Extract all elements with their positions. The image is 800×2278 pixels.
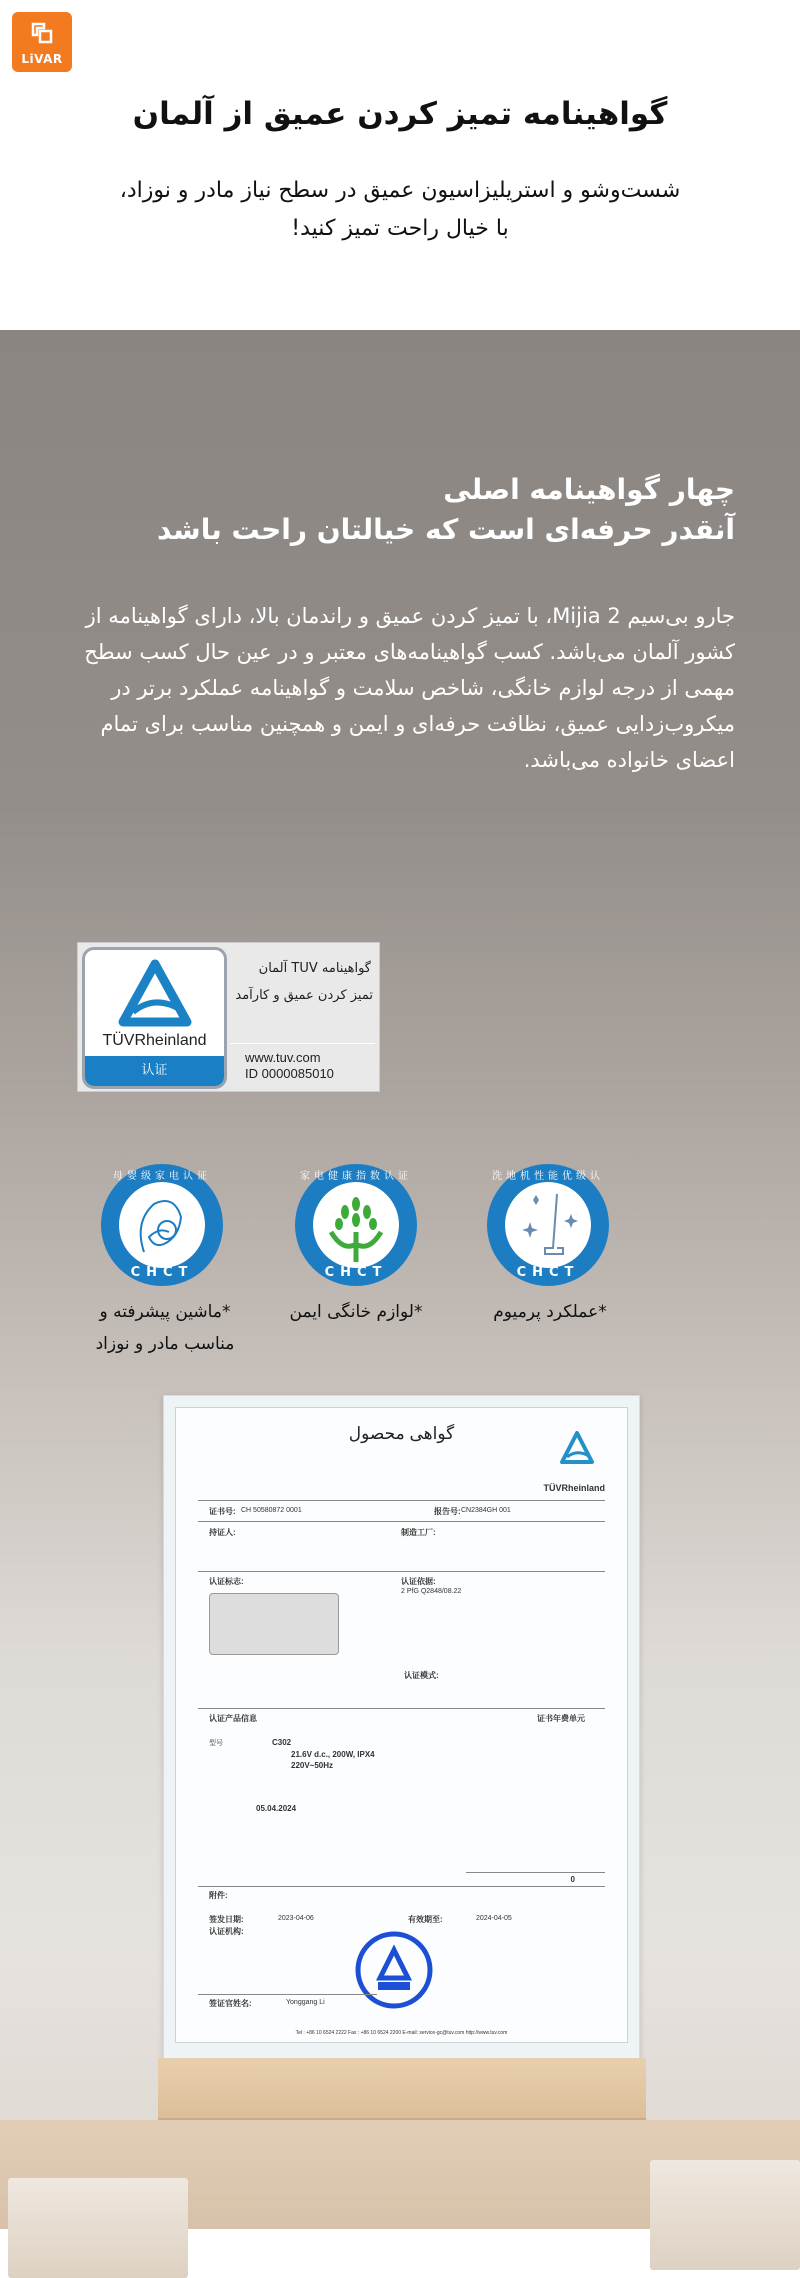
label: 认证模式: [404,1671,439,1680]
tuv-brand: TÜVRheinland [102,1032,207,1049]
heading-line: آنقدر حرفه‌ای است که خیالتان راحت باشد [156,513,735,546]
tuv-id: ID 0000085010 [245,1066,334,1081]
wood-block-right [650,2160,800,2270]
report-number: CN2384GH 001 [461,1507,511,1514]
subtitle-line: با خیال راحت تمیز کنید! [291,216,509,241]
spec: 220V~50Hz [291,1761,334,1770]
seal-floor-washer [487,1164,609,1286]
seal-mark: CHCT [516,1265,580,1280]
divider [198,1886,605,1887]
logo-mark-icon [30,21,54,45]
label: 制造工厂: [401,1528,436,1537]
tree-hands-icon [313,1182,399,1268]
tuv-certificate-badge [77,942,380,1092]
label: 证书年费单元 [537,1714,585,1723]
label: 签发日期: [209,1915,244,1924]
tuv-url: www.tuv.com [245,1050,321,1065]
divider [198,1994,377,1995]
wood-block-left [8,2178,188,2278]
valid-until: 05.04.2024 [256,1804,297,1813]
seal-label-health [266,1296,446,1328]
divider [230,1043,375,1044]
divider [198,1521,605,1522]
section-paragraph: جارو بی‌سیم Mijia 2، با تمیز کردن عمیق و راندمان بالا، دارای گواهینامه از کشور آلمان می‌باشد. کسب گواهینامه‌های معتبر و در عین حال کسب سطح مهمی از درجه لوازم خانگی، شاخص سلامت و گواهینامه عملکرد برتر در میکروب‌زدایی عمیق، نظافت حرفه‌ای و ایمن و همچنین مناسب برای تمام اعضای خانواده می‌باشد. [84,604,735,772]
heading-line: چهار گواهینامه اصلی [443,473,735,506]
floor-washer-icon [505,1182,591,1268]
contact-info: Tel : +86 10 6524 2222 Fax : +86 10 6524 2200 E-mail: service-gc@tuv.com http://www.tuv.com [295,2030,508,2036]
label: 型号 [209,1740,223,1747]
seal-label-mother-baby [70,1296,260,1360]
issue-date: 2023-04-06 [278,1915,314,1922]
mother-baby-icon [119,1182,205,1268]
expiry-date: 2024-04-05 [476,1915,512,1922]
label-line: *لوازم خانگی ایمن [289,1302,423,1322]
seal-mark: CHCT [324,1265,388,1280]
label-line: *ماشین پیشرفته و [99,1302,231,1322]
tuv-mark-thumbnail [209,1593,339,1655]
seal-cn-text: 洗地机性能优级认 [492,1171,604,1182]
tuv-triangle-icon [85,950,225,1040]
divider [198,1708,605,1709]
livar-logo[interactable] [12,12,72,72]
product-certificate [175,1407,628,2043]
certificate-title: گواهی محصول [348,1424,455,1443]
label: 认证标志: [209,1577,244,1586]
certificate-brand: TÜVRheinland [543,1483,605,1493]
seal-label-performance [460,1296,640,1328]
tuv-cn-label: 认证 [85,1056,224,1086]
label: 认证依据: [401,1577,436,1586]
page-title: گواهینامه تمیز کردن عمیق از آلمان [132,96,668,132]
logo-text: LiVAR [21,52,63,66]
label-line: مناسب مادر و نوزاد [95,1334,235,1354]
official-stamp-icon [354,1930,434,2010]
subtitle-line: شست‌وشو و استریلیزاسیون عمیق در سطح نیاز مادر و نوزاد، [119,178,681,203]
tuv-triangle-icon [557,1430,597,1466]
seal-mark: CHCT [130,1265,194,1280]
cert-number: CH 50580872 0001 [241,1507,302,1514]
label: 认证产品信息 [209,1714,257,1723]
tuv-info [245,1050,334,1082]
label: 签证官姓名: [209,1999,252,2008]
seal-cn-text: 家电健康指数认证 [300,1171,412,1182]
tuv-line1: گواهینامه TUV آلمان [258,961,371,976]
fee-value: 0 [570,1875,575,1884]
cert-basis: 2 PfG Q2848/08.22 [401,1588,462,1595]
model: C302 [272,1738,292,1747]
spec: 21.6V d.c., 200W, IPX4 [291,1750,375,1759]
label-line: *عملکرد پرمیوم [493,1302,607,1322]
page-subtitle [60,172,740,248]
divider [198,1500,605,1501]
seal-health-index [295,1164,417,1286]
label: 报告号: [434,1507,461,1516]
divider [466,1872,605,1873]
seal-cn-text: 母婴级家电认证 [113,1171,211,1182]
label: 证书号: [209,1507,236,1516]
divider [198,1571,605,1572]
signer-name: Yonggang Li [286,1999,325,2006]
label: 认证机构: [209,1927,244,1936]
tuv-line2: تمیز کردن عمیق و کارآمد [235,988,373,1003]
tuv-logo [82,947,227,1089]
label: 有效期至: [408,1915,443,1924]
label: 附件: [209,1891,228,1900]
wooden-stand [158,2058,646,2120]
label: 持证人: [209,1528,236,1537]
section-heading [157,470,735,550]
seal-mother-baby [101,1164,223,1286]
